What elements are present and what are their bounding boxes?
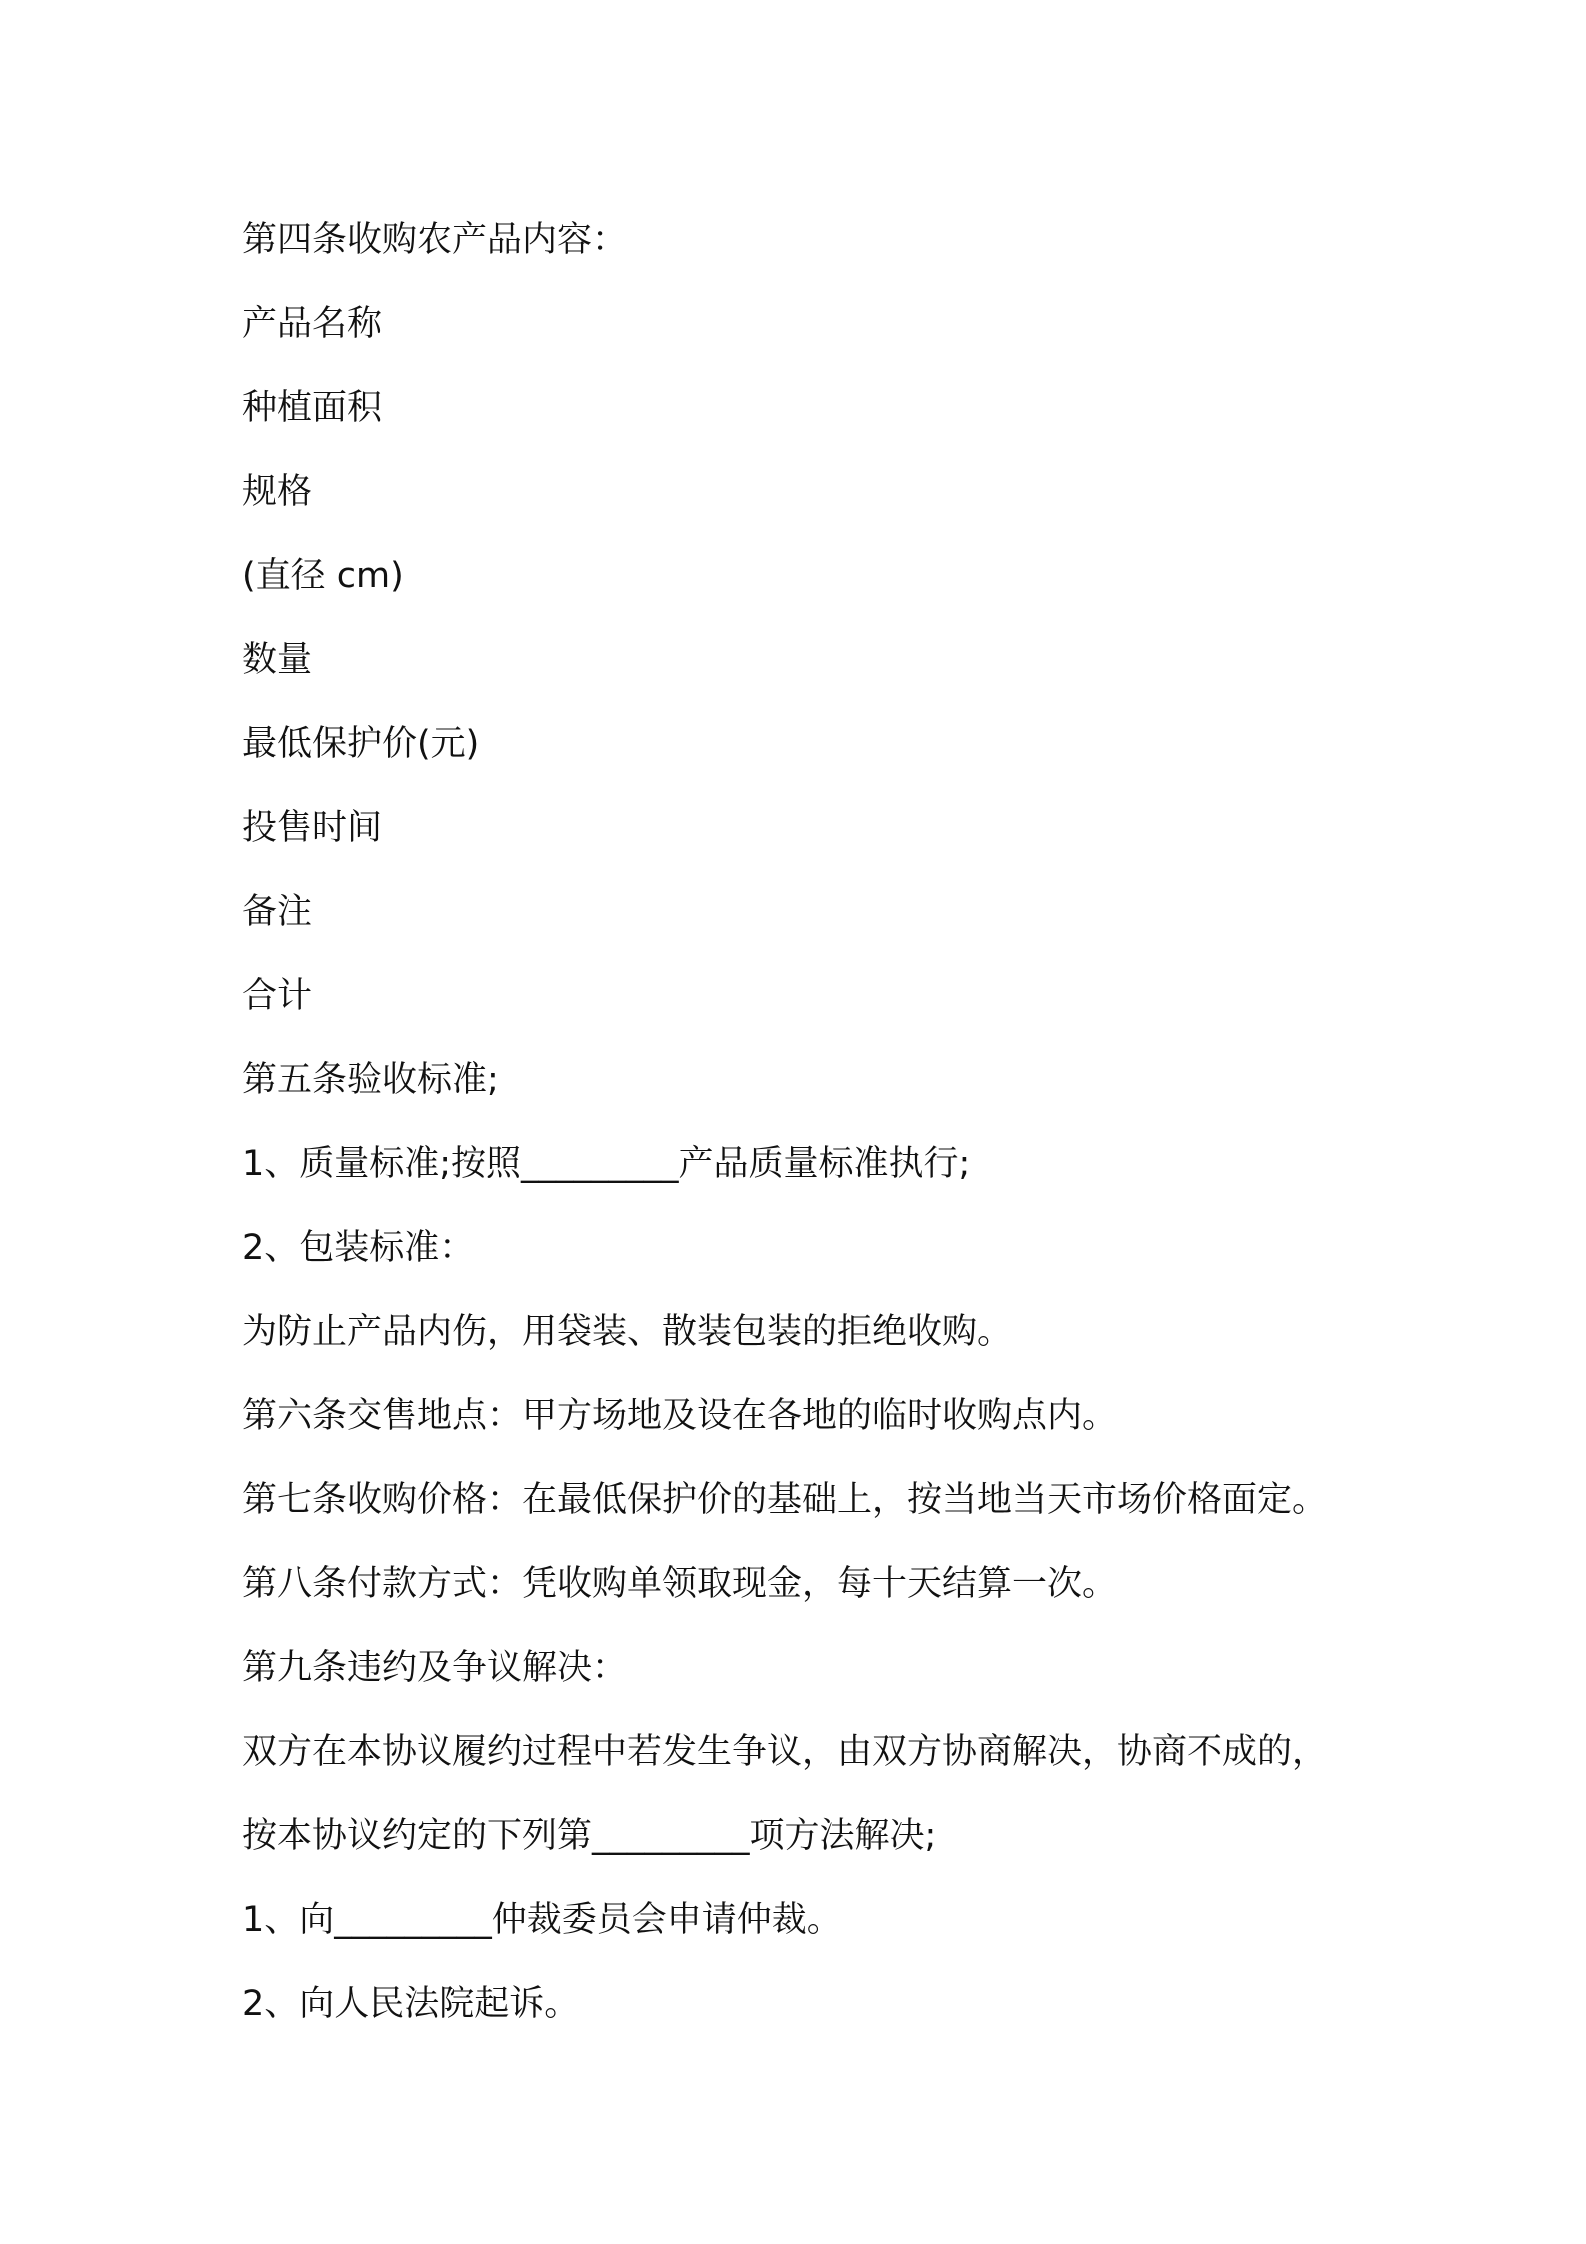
article-5-heading: 第五条验收标准; [242, 1060, 499, 1100]
product-name-label: 产品名称 [242, 304, 383, 344]
total-label: 合计 [242, 976, 313, 1016]
dispute-clause-line-1: 双方在本协议履约过程中若发生争议，由双方协商解决，协商不成的， [242, 1732, 1328, 1772]
packaging-standard-clause: 2、包装标准： [242, 1228, 475, 1268]
planting-area-label: 种植面积 [242, 388, 383, 428]
article-8-payment-method: 第八条付款方式：凭收购单领取现金，每十天结算一次。 [242, 1564, 1118, 1604]
article-4-heading: 第四条收购农产品内容： [242, 220, 628, 260]
specification-label: 规格 [242, 472, 313, 512]
remarks-label: 备注 [242, 892, 313, 932]
article-7-purchase-price: 第七条收购价格：在最低保护价的基础上，按当地当天市场价格面定。 [242, 1480, 1328, 1520]
document-body [242, 198, 1362, 2046]
article-6-delivery-place: 第六条交售地点：甲方场地及设在各地的临时收购点内。 [242, 1396, 1118, 1436]
packaging-rule-text: 为防止产品内伤，用袋装、散装包装的拒绝收购。 [242, 1312, 1013, 1352]
quantity-label: 数量 [242, 640, 313, 680]
arbitration-option: 1、向_________仲裁委员会申请仲裁。 [242, 1900, 842, 1940]
minimum-price-label: 最低保护价(元) [242, 724, 480, 764]
diameter-label: (直径 cm) [242, 556, 404, 596]
court-option: 2、向人民法院起诉。 [242, 1984, 580, 2024]
dispute-clause-line-2: 按本协议约定的下列第_________项方法解决; [242, 1816, 937, 1856]
sale-time-label: 投售时间 [242, 808, 383, 848]
quality-standard-clause: 1、质量标准;按照_________产品质量标准执行; [242, 1144, 971, 1184]
article-9-heading: 第九条违约及争议解决： [242, 1648, 628, 1688]
